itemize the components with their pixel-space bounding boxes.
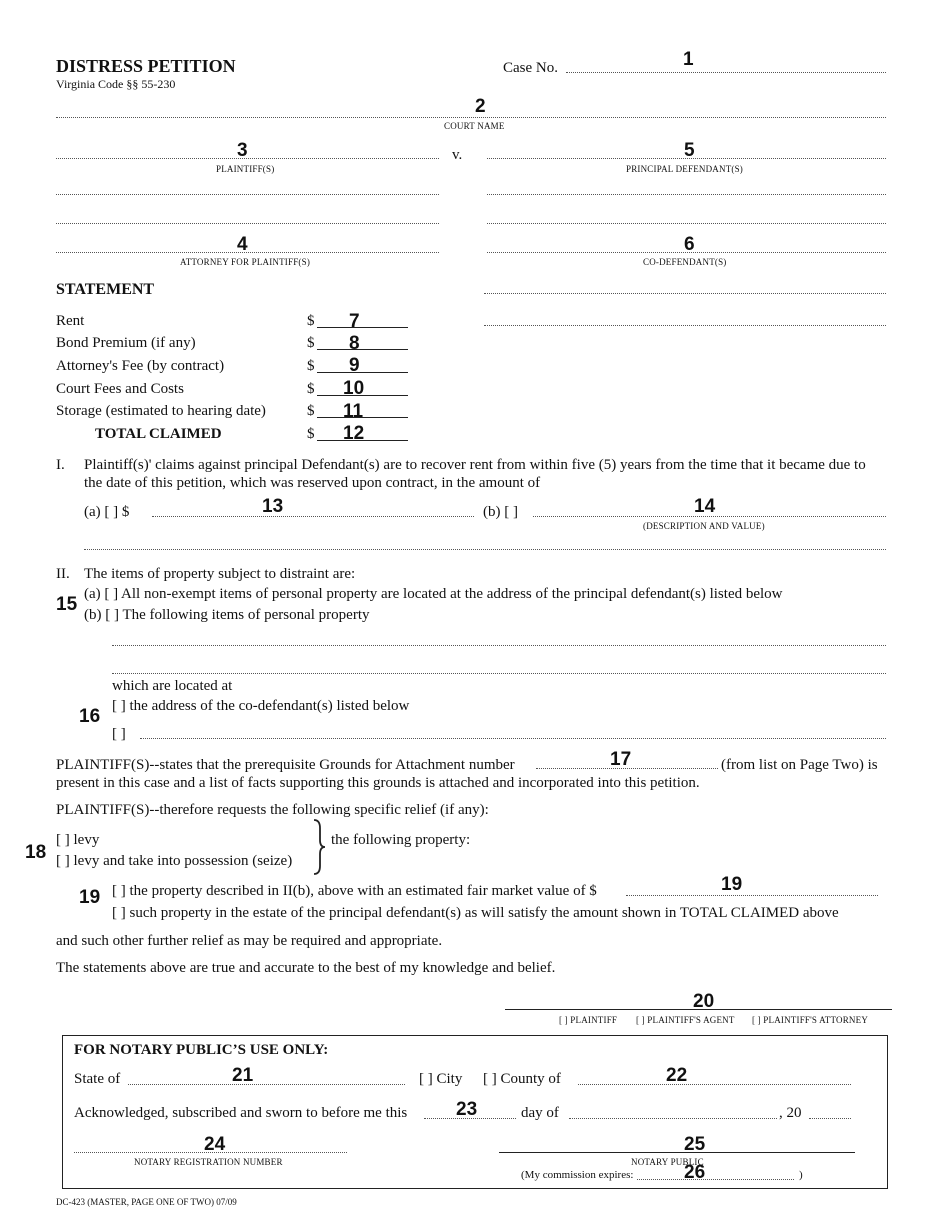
rent-amount-field[interactable] xyxy=(317,327,408,328)
notary-heading: FOR NOTARY PUBLIC’S USE ONLY: xyxy=(74,1042,329,1058)
commission-expires-field[interactable] xyxy=(637,1179,794,1180)
commission-expires-close: ) xyxy=(799,1169,803,1181)
levy-option[interactable]: [ ] levy xyxy=(56,832,100,848)
notary-public-label: NOTARY PUBLIC xyxy=(631,1157,704,1167)
section-1-option-a[interactable]: (a) [ ] $ xyxy=(84,504,130,520)
dollar-sign: $ xyxy=(307,381,315,397)
codefendant-label: CO-DEFENDANT(S) xyxy=(643,257,727,267)
field-number-18: 18 xyxy=(25,842,47,863)
dollar-sign: $ xyxy=(307,403,315,419)
description-value-label: (DESCRIPTION AND VALUE) xyxy=(643,521,765,531)
field-number-1: 1 xyxy=(683,49,694,70)
field-number-25: 25 xyxy=(684,1134,706,1155)
state-of-label: State of xyxy=(74,1071,121,1087)
field-number-8: 8 xyxy=(349,333,360,354)
field-number-3: 3 xyxy=(237,140,248,161)
section-2-heading: The items of property subject to distraint are: xyxy=(84,566,356,582)
grounds-text-line-2: present in this case and a list of facts supporting this grounds is attached and incorporated into this petition. xyxy=(56,775,700,791)
form-footer: DC-423 (MASTER, PAGE ONE OF TWO) 07/09 xyxy=(56,1197,237,1207)
statement-label-storage: Storage (estimated to hearing date) xyxy=(56,403,266,419)
property-described-option[interactable]: [ ] the property described in II(b), above with an estimated fair market value of $ xyxy=(112,883,597,899)
dollar-sign: $ xyxy=(307,426,315,442)
field-number-9: 9 xyxy=(349,355,360,376)
versus-label: v. xyxy=(452,147,463,163)
city-checkbox[interactable]: [ ] City xyxy=(419,1071,463,1087)
dollar-sign: $ xyxy=(307,313,315,329)
codefendant-address-line-2[interactable] xyxy=(484,325,886,326)
personal-property-line-2[interactable] xyxy=(112,673,886,674)
case-no-field[interactable] xyxy=(566,72,886,73)
field-number-15: 15 xyxy=(56,594,78,615)
field-number-6: 6 xyxy=(684,234,695,255)
relief-heading: PLAINTIFF(S)--therefore requests the following specific relief (if any): xyxy=(56,802,489,818)
plaintiff-attorney-checkbox[interactable]: [ ] PLAINTIFF'S ATTORNEY xyxy=(752,1015,869,1025)
field-number-13: 13 xyxy=(262,496,284,517)
field-number-19-value: 19 xyxy=(721,874,743,895)
plaintiff-agent-checkbox[interactable]: [ ] PLAINTIFF'S AGENT xyxy=(636,1015,735,1025)
codefendant-address-option[interactable]: [ ] the address of the co-defendant(s) listed below xyxy=(112,698,410,714)
grounds-text: PLAINTIFF(S)--states that the prerequisite Grounds for Attachment number xyxy=(56,757,515,773)
field-number-14: 14 xyxy=(694,496,716,517)
description-continuation-line[interactable] xyxy=(84,549,886,550)
principal-defendant-label: PRINCIPAL DEFENDANT(S) xyxy=(626,164,743,174)
section-1-number: I. xyxy=(56,457,65,473)
field-number-20: 20 xyxy=(693,991,715,1012)
estate-property-option[interactable]: [ ] such property in the estate of the principal defendant(s) as will satisfy the amount shown in TOTAL CLAIMED above xyxy=(112,905,839,921)
attorney-label: ATTORNEY FOR PLAINTIFF(S) xyxy=(180,257,311,267)
field-number-4: 4 xyxy=(237,234,248,255)
day-of-label: day of xyxy=(521,1105,559,1121)
section-2-option-b[interactable]: (b) [ ] The following items of personal property xyxy=(84,607,370,623)
fair-market-value-field[interactable] xyxy=(626,895,878,896)
attorney-fee-amount-field[interactable] xyxy=(317,372,408,373)
registration-number-label: NOTARY REGISTRATION NUMBER xyxy=(134,1157,283,1167)
field-number-26: 26 xyxy=(684,1162,706,1183)
field-number-11: 11 xyxy=(343,401,364,422)
true-statement-text: The statements above are true and accurate to the best of my knowledge and belief. xyxy=(56,960,556,976)
acknowledged-label: Acknowledged, subscribed and sworn to before me this xyxy=(74,1105,408,1121)
statement-label-total: TOTAL CLAIMED xyxy=(95,426,222,442)
plaintiff-address-line-1[interactable] xyxy=(56,194,439,195)
other-address-option[interactable]: [ ] xyxy=(112,726,126,742)
form-title: DISTRESS PETITION xyxy=(56,56,236,76)
statement-label-attorney-fee: Attorney's Fee (by contract) xyxy=(56,358,225,374)
defendant-address-line-2[interactable] xyxy=(487,223,886,224)
levy-seize-option[interactable]: [ ] levy and take into possession (seize) xyxy=(56,853,293,869)
statement-label-court-fees: Court Fees and Costs xyxy=(56,381,184,397)
other-address-field[interactable] xyxy=(140,738,886,739)
county-field[interactable] xyxy=(578,1084,851,1085)
field-number-22: 22 xyxy=(666,1065,688,1086)
statement-heading: STATEMENT xyxy=(56,281,155,298)
county-checkbox[interactable]: [ ] County of xyxy=(483,1071,561,1087)
commission-expires-label: (My commission expires: xyxy=(521,1169,634,1181)
plaintiff-label: PLAINTIFF(S) xyxy=(216,164,275,174)
field-number-12: 12 xyxy=(343,423,365,444)
field-number-21: 21 xyxy=(232,1065,254,1086)
curly-brace xyxy=(311,818,327,876)
section-1-option-b[interactable]: (b) [ ] xyxy=(483,504,518,520)
rent-amount-line[interactable] xyxy=(152,516,474,517)
field-number-10: 10 xyxy=(343,378,365,399)
court-name-label: COURT NAME xyxy=(444,121,505,131)
statement-label-rent: Rent xyxy=(56,313,85,329)
code-reference: Virginia Code §§ 55-230 xyxy=(56,77,176,91)
field-number-19: 19 xyxy=(79,887,101,908)
field-number-17: 17 xyxy=(610,749,632,770)
field-number-2: 2 xyxy=(475,96,486,117)
plaintiff-checkbox[interactable]: [ ] PLAINTIFF xyxy=(559,1015,618,1025)
dollar-sign: $ xyxy=(307,358,315,374)
following-property-label: the following property: xyxy=(331,832,471,848)
case-no-label: Case No. xyxy=(503,60,558,76)
grounds-text-after: (from list on Page Two) is xyxy=(721,757,878,773)
section-2-option-a[interactable]: (a) [ ] All non-exempt items of personal property are located at the address of the principal defendant(s) listed below xyxy=(84,586,783,602)
notary-signature-line[interactable] xyxy=(499,1152,855,1153)
field-number-16: 16 xyxy=(79,706,101,727)
statement-label-bond: Bond Premium (if any) xyxy=(56,335,196,351)
plaintiff-address-line-2[interactable] xyxy=(56,223,439,224)
field-number-7: 7 xyxy=(349,311,360,332)
month-field[interactable] xyxy=(569,1118,777,1119)
dollar-sign: $ xyxy=(307,335,315,351)
personal-property-line-1[interactable] xyxy=(112,645,886,646)
located-at-label: which are located at xyxy=(112,678,233,694)
year-label: , 20 xyxy=(779,1105,802,1121)
bond-amount-field[interactable] xyxy=(317,349,408,350)
defendant-address-line-1[interactable] xyxy=(487,194,886,195)
court-name-field[interactable] xyxy=(56,117,886,118)
further-relief-text: and such other further relief as may be required and appropriate. xyxy=(56,933,443,949)
state-field[interactable] xyxy=(128,1084,405,1085)
field-number-5: 5 xyxy=(684,140,695,161)
year-field[interactable] xyxy=(809,1118,851,1119)
section-1-text-line-2: the date of this petition, which was reserved upon contract, in the amount of xyxy=(84,475,541,491)
section-2-number: II. xyxy=(56,566,70,582)
field-number-23: 23 xyxy=(456,1099,478,1120)
section-1-text-line-1: Plaintiff(s)' claims against principal Defendant(s) are to recover rent from within five (5) years from the time that it became due to xyxy=(84,457,866,473)
codefendant-address-line-1[interactable] xyxy=(484,293,886,294)
field-number-24: 24 xyxy=(204,1134,226,1155)
